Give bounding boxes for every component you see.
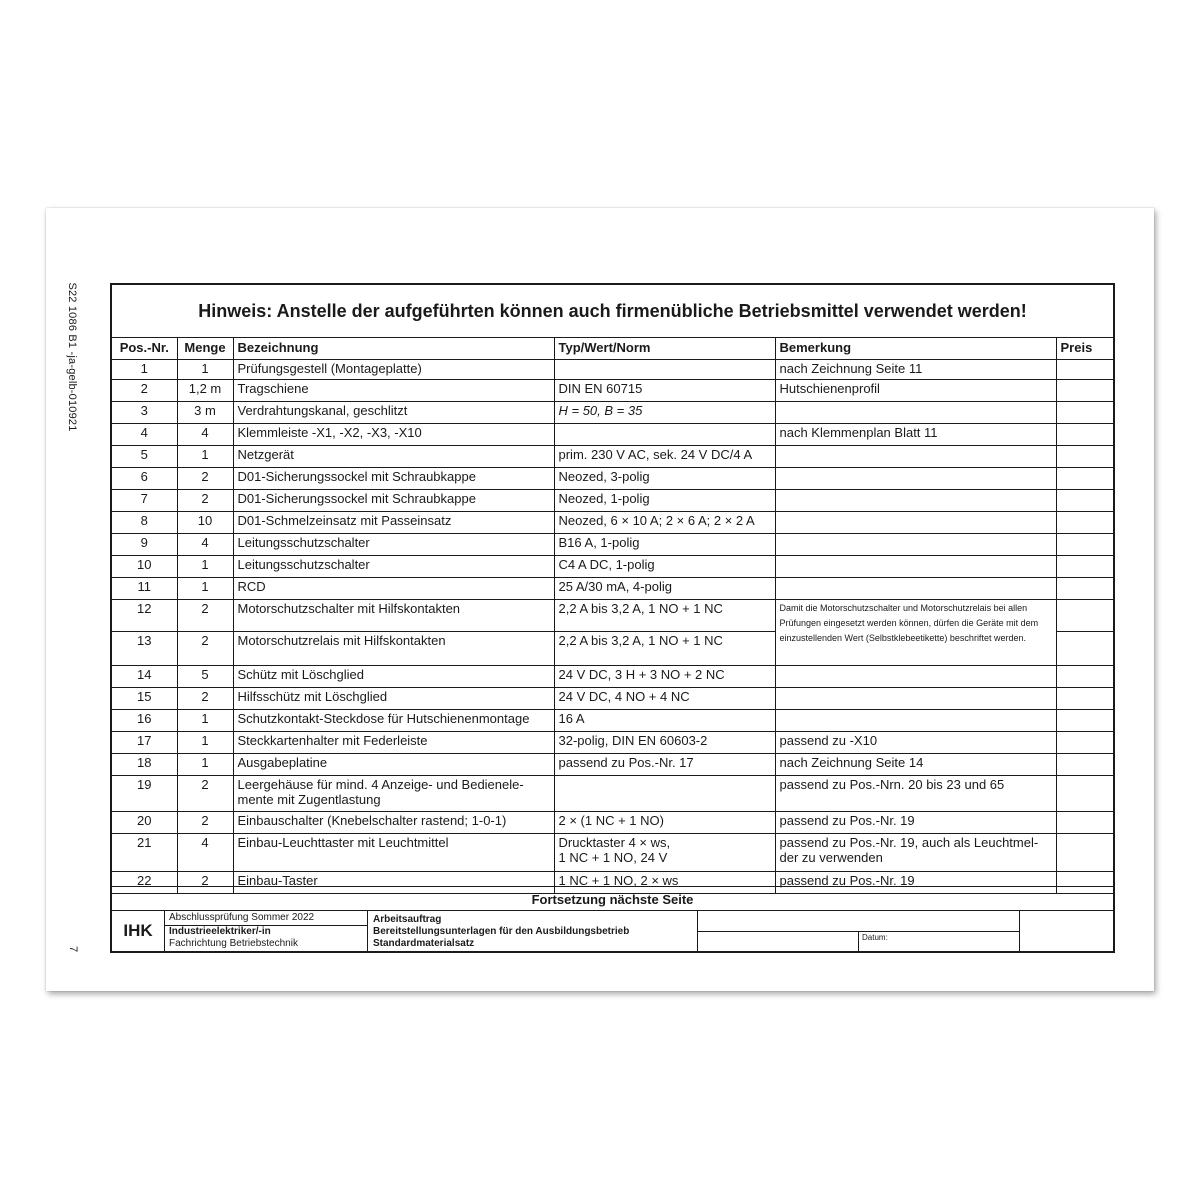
cell-bezeichnung: Motorschutzschalter mit Hilfskontakten — [233, 600, 554, 632]
cell-typ: C4 A DC, 1-polig — [554, 556, 775, 578]
table-row — [112, 688, 1113, 710]
cell-typ: B16 A, 1-polig — [554, 534, 775, 556]
cell-bezeichnung: Motorschutzrelais mit Hilfskontakten — [233, 632, 554, 666]
cell-pos: 10 — [112, 556, 177, 578]
cell-menge: 10 — [177, 512, 233, 534]
cell-typ — [554, 776, 775, 812]
cell-menge: 1 — [177, 360, 233, 380]
cell-preis — [1056, 600, 1113, 632]
cell-preis — [1056, 812, 1113, 834]
cell-typ: H = 50, B = 35 — [554, 402, 775, 424]
cell-pos: 7 — [112, 490, 177, 512]
cell-bemerkung: passend zu Pos.-Nr. 19, auch als Leuchtmel- der zu verwenden — [775, 834, 1056, 872]
cell-bemerkung: passend zu -X10 — [775, 732, 1056, 754]
cell-preis — [1056, 688, 1113, 710]
cell-menge: 2 — [177, 632, 233, 666]
cell-typ: Neozed, 6 × 10 A; 2 × 6 A; 2 × 2 A — [554, 512, 775, 534]
cell-pos: 20 — [112, 812, 177, 834]
cell-pos: 17 — [112, 732, 177, 754]
cell-pos: 14 — [112, 666, 177, 688]
cell-typ: 32-polig, DIN EN 60603-2 — [554, 732, 775, 754]
cell-bezeichnung: D01-Schmelzeinsatz mit Passeinsatz — [233, 512, 554, 534]
header-bezeichnung: Bezeichnung — [233, 337, 554, 360]
cell-pos: 11 — [112, 578, 177, 600]
header-preis: Preis — [1056, 337, 1113, 360]
cell-bezeichnung: Tragschiene — [233, 380, 554, 402]
header-menge: Menge — [177, 337, 233, 360]
cell-preis — [1056, 578, 1113, 600]
cell-bezeichnung: Netzgerät — [233, 446, 554, 468]
cell-bezeichnung: Ausgabeplatine — [233, 754, 554, 776]
cell-bemerkung — [775, 446, 1056, 468]
page-number: 7 — [67, 945, 79, 953]
table-row — [112, 490, 1113, 512]
cell-preis — [1056, 632, 1113, 666]
cell-menge: 3 m — [177, 402, 233, 424]
material-table — [112, 337, 1113, 894]
cell-menge: 2 — [177, 812, 233, 834]
cell-bemerkung — [775, 490, 1056, 512]
cell-bezeichnung: D01-Sicherungssockel mit Schraubkappe — [233, 490, 554, 512]
table-row — [112, 710, 1113, 732]
cell-bezeichnung: Schütz mit Löschglied — [233, 666, 554, 688]
cell-preis — [1056, 380, 1113, 402]
fortsetzung-label: Fortsetzung nächste Seite — [112, 886, 1113, 911]
cell-pos: 4 — [112, 424, 177, 446]
cell-menge: 1 — [177, 754, 233, 776]
cell-typ: 25 A/30 mA, 4-polig — [554, 578, 775, 600]
cell-pos: 9 — [112, 534, 177, 556]
hinweis-heading: Hinweis: Anstelle der aufgeführten können auch firmenübliche Betriebsmittel verwendet werden! — [112, 285, 1113, 338]
cell-typ: 16 A — [554, 710, 775, 732]
cell-bezeichnung: Leergehäuse für mind. 4 Anzeige- und Bedienele- mente mit Zugentlastung — [233, 776, 554, 812]
cell-bemerkung — [775, 556, 1056, 578]
cell-bemerkung: Hutschienenprofil — [775, 380, 1056, 402]
cell-bemerkung — [775, 666, 1056, 688]
table-row — [112, 534, 1113, 556]
cell-typ — [554, 360, 775, 380]
cell-preis — [1056, 468, 1113, 490]
cell-bezeichnung: Einbau-Leuchttaster mit Leuchtmittel — [233, 834, 554, 872]
cell-typ: 2,2 A bis 3,2 A, 1 NO + 1 NC — [554, 632, 775, 666]
table-row — [112, 666, 1113, 688]
cell-bemerkung — [775, 534, 1056, 556]
cell-bezeichnung: Einbau-Taster — [233, 872, 554, 894]
exam-name: Abschlussprüfung Sommer 2022 — [165, 911, 367, 926]
table-header-row — [112, 337, 1113, 360]
cell-pos: 6 — [112, 468, 177, 490]
cell-bezeichnung: RCD — [233, 578, 554, 600]
cell-preis — [1056, 512, 1113, 534]
cell-menge: 4 — [177, 534, 233, 556]
table-row — [112, 578, 1113, 600]
cell-preis — [1056, 732, 1113, 754]
cell-preis — [1056, 834, 1113, 872]
cell-menge: 1,2 m — [177, 380, 233, 402]
cell-menge: 1 — [177, 578, 233, 600]
cell-preis — [1056, 776, 1113, 812]
title-block-blank-cell — [1020, 911, 1113, 951]
task-material-set: Standardmaterialsatz — [373, 938, 475, 949]
cell-pos: 16 — [112, 710, 177, 732]
cell-typ: 2,2 A bis 3,2 A, 1 NO + 1 NC — [554, 600, 775, 632]
cell-bemerkung: nach Zeichnung Seite 14 — [775, 754, 1056, 776]
ihk-logo: IHK — [112, 911, 165, 951]
cell-bemerkung: passend zu Pos.-Nr. 19 — [775, 872, 1056, 894]
cell-menge: 1 — [177, 732, 233, 754]
cell-preis — [1056, 490, 1113, 512]
cell-menge: 4 — [177, 834, 233, 872]
cell-pos: 2 — [112, 380, 177, 402]
cell-bemerkung — [775, 688, 1056, 710]
cell-typ: 2 × (1 NC + 1 NO) — [554, 812, 775, 834]
cell-menge: 2 — [177, 490, 233, 512]
signature-area — [698, 911, 1020, 951]
cell-pos: 18 — [112, 754, 177, 776]
cell-menge: 1 — [177, 446, 233, 468]
task-info — [368, 911, 698, 951]
cell-typ: 24 V DC, 3 H + 3 NO + 2 NC — [554, 666, 775, 688]
cell-preis — [1056, 534, 1113, 556]
table-row — [112, 424, 1113, 446]
cell-bemerkung: passend zu Pos.-Nr. 19 — [775, 812, 1056, 834]
cell-menge: 1 — [177, 556, 233, 578]
cell-bemerkung: passend zu Pos.-Nrn. 20 bis 23 und 65 — [775, 776, 1056, 812]
cell-bemerkung — [775, 402, 1056, 424]
cell-preis — [1056, 754, 1113, 776]
cell-bemerkung — [775, 578, 1056, 600]
cell-bezeichnung: Hilfsschütz mit Löschglied — [233, 688, 554, 710]
cell-menge: 4 — [177, 424, 233, 446]
cell-preis — [1056, 556, 1113, 578]
cell-menge: 1 — [177, 710, 233, 732]
cell-pos: 1 — [112, 360, 177, 380]
cell-bezeichnung: Schutzkontakt-Steckdose für Hutschienenmontage — [233, 710, 554, 732]
header-pos: Pos.-Nr. — [112, 337, 177, 360]
cell-typ: Neozed, 1-polig — [554, 490, 775, 512]
table-row — [112, 834, 1113, 872]
cell-pos: 5 — [112, 446, 177, 468]
title-block — [112, 910, 1113, 951]
table-row — [112, 402, 1113, 424]
side-document-code: S22 1086 B1 -ja-gelb-010921 — [66, 282, 78, 432]
cell-menge: 2 — [177, 468, 233, 490]
table-row — [112, 446, 1113, 468]
cell-preis — [1056, 360, 1113, 380]
cell-pos: 19 — [112, 776, 177, 812]
cell-bezeichnung: D01-Sicherungssockel mit Schraubkappe — [233, 468, 554, 490]
cell-typ: Drucktaster 4 × ws, 1 NC + 1 NO, 24 V — [554, 834, 775, 872]
cell-typ: prim. 230 V AC, sek. 24 V DC/4 A — [554, 446, 775, 468]
task-title: Arbeitsauftrag — [373, 914, 442, 925]
cell-bezeichnung: Leitungsschutzschalter — [233, 534, 554, 556]
cell-pos: 15 — [112, 688, 177, 710]
note-motorschutz: Damit die Motorschutzschalter und Motorschutzrelais bei allen Prüfungen eingesetzt werden können, dürfen die Geräte mit dem einzustellenden Wert (Selbstklebeetikette) beschriftet werden. — [775, 600, 1056, 666]
table-row — [112, 556, 1113, 578]
cell-typ — [554, 424, 775, 446]
cell-menge: 2 — [177, 600, 233, 632]
cell-bemerkung — [775, 468, 1056, 490]
cell-typ: Neozed, 3-polig — [554, 468, 775, 490]
cell-pos: 12 — [112, 600, 177, 632]
cell-pos: 8 — [112, 512, 177, 534]
header-typ: Typ/Wert/Norm — [554, 337, 775, 360]
cell-typ: passend zu Pos.-Nr. 17 — [554, 754, 775, 776]
cell-bezeichnung: Leitungsschutzschalter — [233, 556, 554, 578]
header-bemerkung: Bemerkung — [775, 337, 1056, 360]
cell-bezeichnung: Einbauschalter (Knebelschalter rastend; 1-0-1) — [233, 812, 554, 834]
cell-bemerkung: nach Zeichnung Seite 11 — [775, 360, 1056, 380]
table-row — [112, 812, 1113, 834]
cell-typ: 1 NC + 1 NO, 2 × ws — [554, 872, 775, 894]
cell-preis — [1056, 402, 1113, 424]
material-list-frame — [110, 283, 1115, 953]
cell-menge: 2 — [177, 688, 233, 710]
cell-bezeichnung: Verdrahtungskanal, geschlitzt — [233, 402, 554, 424]
table-row — [112, 380, 1113, 402]
table-row — [112, 754, 1113, 776]
cell-bemerkung — [775, 710, 1056, 732]
exam-info — [165, 911, 368, 951]
table-row — [112, 732, 1113, 754]
cell-bezeichnung: Prüfungsgestell (Montageplatte) — [233, 360, 554, 380]
table-row — [112, 600, 1113, 632]
cell-preis — [1056, 424, 1113, 446]
cell-bezeichnung: Klemmleiste -X1, -X2, -X3, -X10 — [233, 424, 554, 446]
datum-label: Datum: — [862, 933, 888, 942]
cell-bezeichnung: Steckkartenhalter mit Federleiste — [233, 732, 554, 754]
cell-preis — [1056, 666, 1113, 688]
cell-menge: 2 — [177, 872, 233, 894]
cell-bemerkung: nach Klemmenplan Blatt 11 — [775, 424, 1056, 446]
cell-bemerkung — [775, 512, 1056, 534]
cell-pos: 21 — [112, 834, 177, 872]
table-row — [112, 512, 1113, 534]
cell-preis — [1056, 710, 1113, 732]
cell-pos: 3 — [112, 402, 177, 424]
job-title: Industrieelektriker/-in — [169, 926, 271, 937]
cell-typ: 24 V DC, 4 NO + 4 NC — [554, 688, 775, 710]
cell-typ: DIN EN 60715 — [554, 380, 775, 402]
cell-menge: 2 — [177, 776, 233, 812]
cell-pos: 22 — [112, 872, 177, 894]
table-row — [112, 468, 1113, 490]
table-row — [112, 360, 1113, 380]
job-specialisation: Fachrichtung Betriebstechnik — [169, 938, 298, 949]
cell-preis — [1056, 446, 1113, 468]
cell-pos: 13 — [112, 632, 177, 666]
cell-menge: 5 — [177, 666, 233, 688]
task-subtitle: Bereitstellungsunterlagen für den Ausbildungsbetrieb — [373, 926, 630, 937]
table-row — [112, 776, 1113, 812]
